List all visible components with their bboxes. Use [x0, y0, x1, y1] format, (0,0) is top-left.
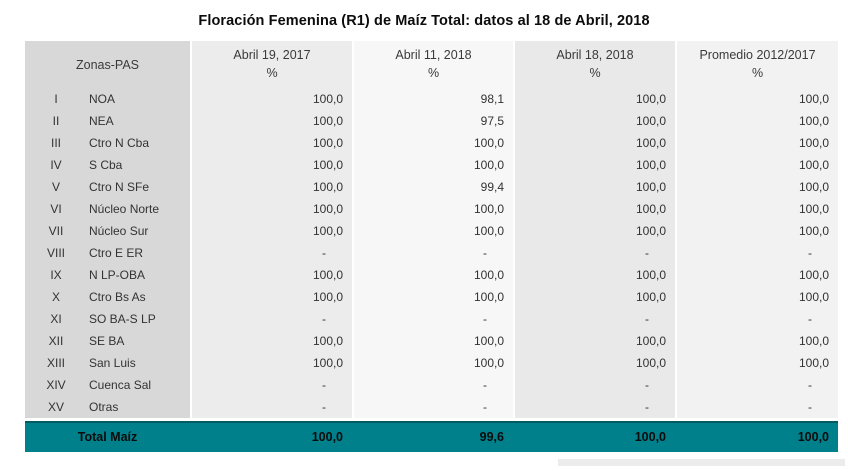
zone-name: Núcleo Norte: [89, 202, 160, 216]
zone-cell: [25, 264, 190, 286]
zone-cell: [25, 396, 190, 418]
value-cell: 100,0: [513, 88, 675, 110]
value-cell: -: [352, 374, 513, 396]
value-cell: 100,0: [190, 352, 352, 374]
column-header-label: Abril 19, 2017: [233, 48, 311, 62]
table-row: [25, 264, 838, 286]
zone-cell: [25, 88, 190, 110]
table-row: [25, 110, 838, 132]
zone-numeral: XV: [47, 400, 64, 414]
value-cell: 100,0: [675, 176, 838, 198]
table-row: [25, 242, 838, 264]
value-cell: 100,0: [190, 176, 352, 198]
zone-name: NOA: [89, 92, 116, 106]
table-row: [25, 88, 838, 110]
total-row: [25, 421, 838, 452]
value-cell: -: [513, 374, 675, 396]
column-header-label: Abril 18, 2018: [556, 48, 634, 62]
column-header-abril-19-2017: [190, 41, 352, 88]
value-cell: 100,0: [675, 264, 838, 286]
value-cell: -: [190, 374, 352, 396]
zone-cell: [25, 110, 190, 132]
value-cell: 100,0: [513, 352, 675, 374]
column-header-label: Promedio 2012/2017: [699, 48, 816, 62]
value-cell: 100,0: [513, 176, 675, 198]
table-header-row: [25, 41, 838, 88]
value-cell: 100,0: [352, 352, 513, 374]
value-cell: 100,0: [352, 264, 513, 286]
zone-name: Ctro N Cba: [89, 136, 150, 150]
table-row: [25, 198, 838, 220]
column-header-promedio: [675, 41, 838, 88]
value-cell: 100,0: [190, 132, 352, 154]
value-cell: -: [675, 242, 838, 264]
zone-cell: [25, 352, 190, 374]
value-cell: 100,0: [675, 286, 838, 308]
value-cell: 100,0: [513, 132, 675, 154]
value-cell: -: [352, 396, 513, 418]
zone-numeral: IV: [50, 158, 62, 172]
value-cell: -: [513, 242, 675, 264]
column-header-zonas: Zonas-PAS: [25, 41, 190, 88]
column-header-unit: %: [266, 66, 278, 80]
zone-numeral: XII: [48, 334, 64, 348]
column-header-unit: %: [751, 66, 764, 80]
zone-numeral: XIV: [46, 378, 66, 392]
value-cell: 100,0: [675, 154, 838, 176]
zone-numeral: X: [51, 290, 60, 304]
column-header-unit: %: [427, 66, 440, 80]
value-cell: 100,0: [513, 330, 675, 352]
zone-name: Ctro E ER: [89, 246, 144, 260]
value-cell: 100,0: [190, 330, 352, 352]
zone-cell: [25, 176, 190, 198]
value-cell: 100,0: [513, 264, 675, 286]
column-header-label: Abril 11, 2018: [395, 48, 472, 62]
table-row: [25, 176, 838, 198]
zone-name: Cuenca Sal: [89, 378, 152, 392]
zone-cell: [25, 154, 190, 176]
table-row: [25, 220, 838, 242]
table-row: [25, 396, 838, 418]
value-cell: 100,0: [675, 132, 838, 154]
table-row: [25, 308, 838, 330]
table-row: [25, 132, 838, 154]
zone-numeral: XIII: [46, 356, 65, 370]
zone-numeral: VIII: [46, 246, 65, 260]
zone-numeral: XI: [50, 312, 62, 326]
value-cell: -: [352, 308, 513, 330]
value-cell: 100,0: [675, 330, 838, 352]
value-cell: 97,5: [352, 110, 513, 132]
value-cell: 100,0: [352, 330, 513, 352]
zone-name: SO BA-S LP: [89, 312, 156, 326]
value-cell: -: [513, 396, 675, 418]
zone-name: Ctro N SFe: [89, 180, 150, 194]
zone-name: SE BA: [89, 334, 125, 348]
value-cell: -: [190, 242, 352, 264]
zone-name: Ctro Bs As: [89, 290, 146, 304]
value-cell: 100,0: [352, 198, 513, 220]
table-row: [25, 154, 838, 176]
zone-numeral: V: [51, 180, 60, 194]
value-cell: 100,0: [675, 88, 838, 110]
table-row: [25, 352, 838, 374]
page-title: Floración Femenina (R1) de Maíz Total: datos al 18 de Abril, 2018: [198, 13, 650, 29]
value-cell: 100,0: [513, 220, 675, 242]
value-cell: -: [190, 308, 352, 330]
zone-name: San Luis: [89, 356, 136, 370]
value-cell: -: [675, 374, 838, 396]
value-cell: -: [190, 396, 352, 418]
total-label: Total Maíz: [77, 430, 138, 444]
zone-name: Núcleo Sur: [89, 224, 149, 238]
zone-name: S Cba: [89, 158, 123, 172]
zone-cell: [25, 220, 190, 242]
table-row: [25, 374, 838, 396]
value-cell: 100,0: [190, 110, 352, 132]
value-cell: 100,0: [190, 154, 352, 176]
value-cell: 100,0: [675, 110, 838, 132]
value-cell: 100,0: [190, 264, 352, 286]
value-cell: 100,0: [513, 286, 675, 308]
table-shadow: [558, 459, 845, 466]
zone-numeral: I: [54, 92, 58, 106]
column-header-abril-11-2018: [352, 41, 513, 88]
value-cell: -: [675, 396, 838, 418]
zone-name: N LP-OBA: [89, 268, 146, 282]
value-cell: 100,0: [190, 220, 352, 242]
value-cell: 100,0: [675, 220, 838, 242]
zone-cell: [25, 132, 190, 154]
value-cell: 100,0: [675, 198, 838, 220]
value-cell: -: [675, 308, 838, 330]
table-body: [25, 88, 838, 418]
value-cell: -: [352, 242, 513, 264]
value-cell: 100,0: [675, 352, 838, 374]
zone-cell: [25, 198, 190, 220]
column-header-unit: %: [589, 66, 601, 80]
value-cell: 100,0: [190, 286, 352, 308]
zone-numeral: IX: [50, 268, 62, 282]
zone-name: Otras: [89, 400, 119, 414]
value-cell: 100,0: [190, 88, 352, 110]
table-row: [25, 286, 838, 308]
zone-cell: [25, 286, 190, 308]
total-value: 100,0: [797, 430, 829, 444]
zone-numeral: VII: [48, 224, 64, 238]
zone-cell: [25, 308, 190, 330]
value-cell: 100,0: [513, 198, 675, 220]
zone-cell: [25, 242, 190, 264]
total-value: 100,0: [634, 430, 666, 444]
value-cell: -: [513, 308, 675, 330]
value-cell: 100,0: [352, 220, 513, 242]
value-cell: 100,0: [190, 198, 352, 220]
zone-cell: [25, 374, 190, 396]
zone-cell: [25, 330, 190, 352]
zone-numeral: II: [52, 114, 60, 128]
total-value: 99,6: [479, 430, 504, 444]
zone-numeral: III: [50, 136, 61, 150]
value-cell: 100,0: [352, 154, 513, 176]
value-cell: 100,0: [352, 132, 513, 154]
value-cell: 100,0: [352, 286, 513, 308]
data-table: [25, 41, 838, 452]
zone-name: NEA: [89, 114, 114, 128]
table-row: [25, 330, 838, 352]
value-cell: 100,0: [513, 110, 675, 132]
value-cell: 98,1: [352, 88, 513, 110]
total-value: 100,0: [311, 430, 343, 444]
column-header-abril-18-2018: [513, 41, 675, 88]
value-cell: 99,4: [352, 176, 513, 198]
value-cell: 100,0: [513, 154, 675, 176]
zone-numeral: VI: [50, 202, 62, 216]
